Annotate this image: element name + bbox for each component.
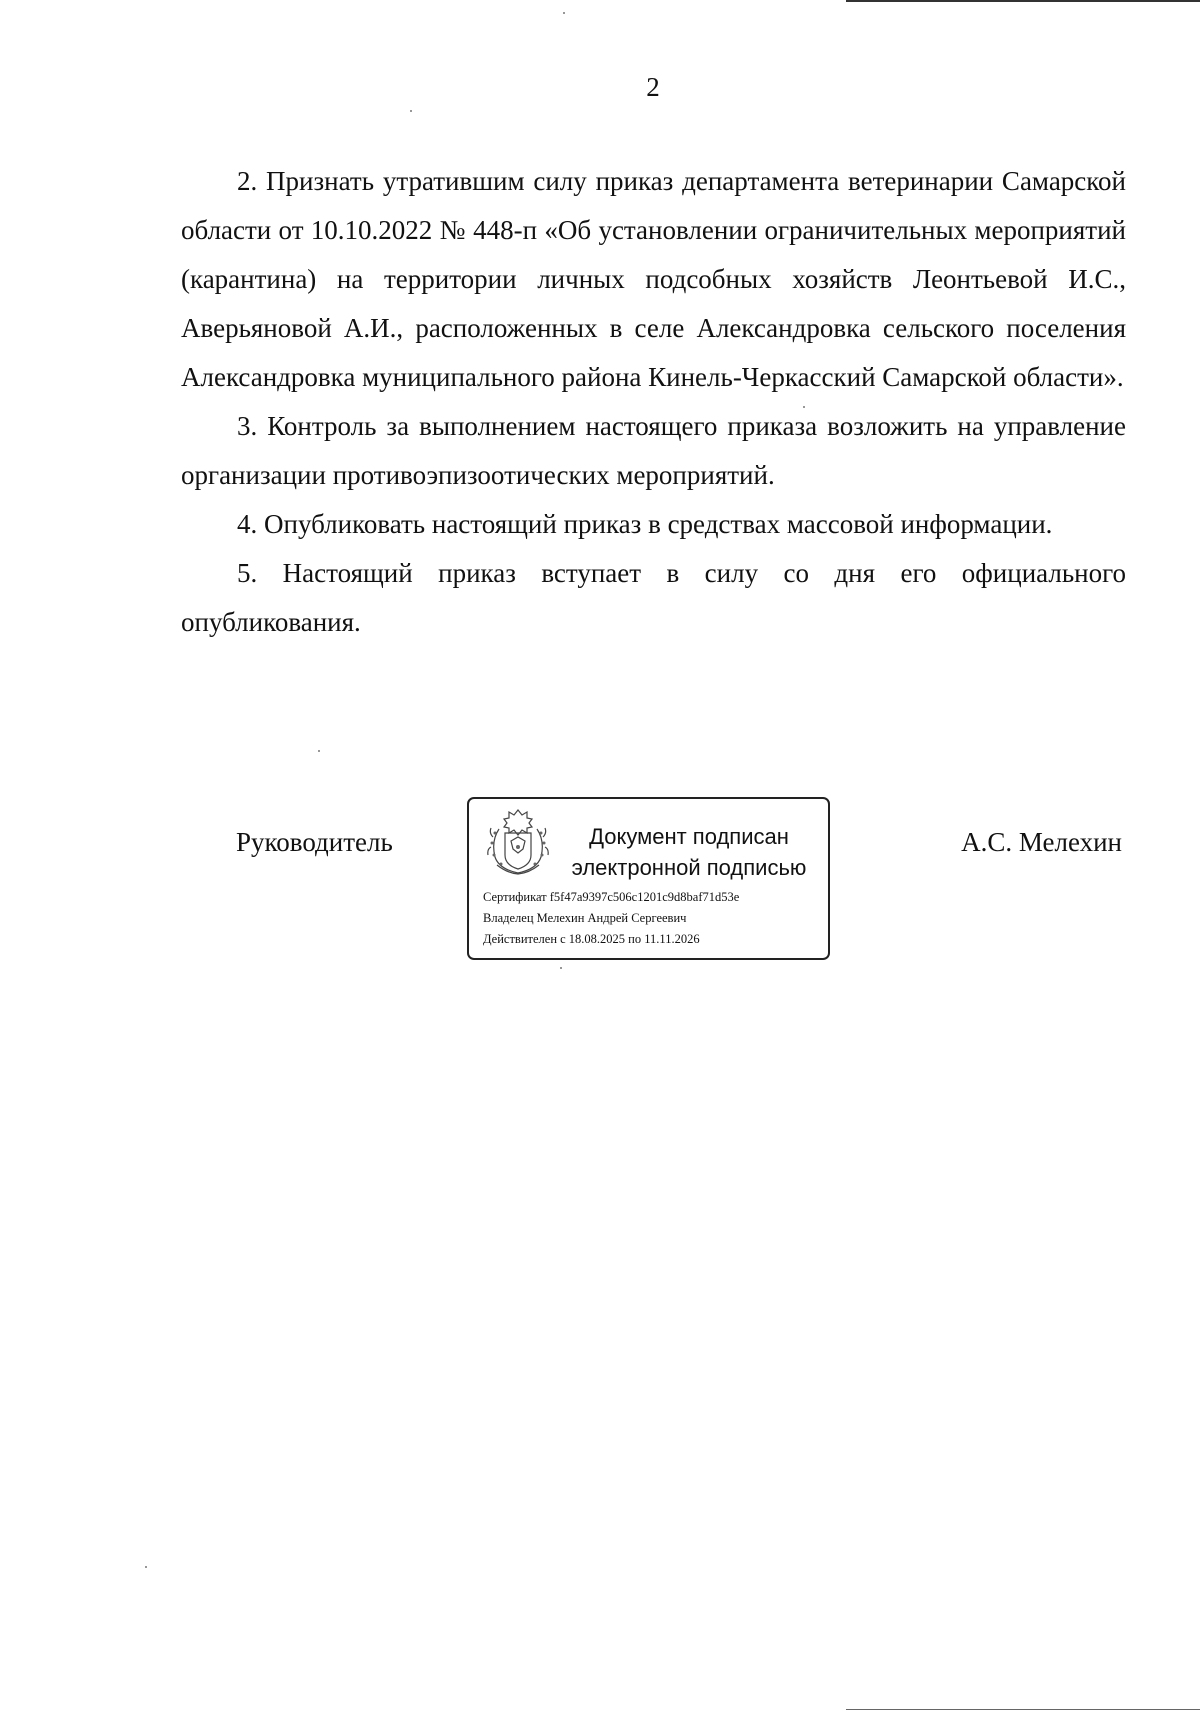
paragraph-5: 5. Настоящий приказ вступает в силу со дня его официального опубликования. [181,558,1126,637]
signature-block [0,797,1200,962]
electronic-signature-stamp [467,797,830,960]
paragraph-3: 3. Контроль за выполнением настоящего приказа возложить на управление организации противоэпизоотических мероприятий. [181,411,1126,490]
scan-speck [563,12,565,14]
scan-speck [560,967,562,969]
document-body [181,157,1126,647]
esign-validity: Действителен с 18.08.2025 по 11.11.2026 [483,932,700,946]
samara-coat-of-arms-icon [485,807,551,877]
esign-title-line-1: Документ подписан [589,824,789,849]
signer-position: Руководитель [236,827,393,857]
esign-title [564,821,814,883]
page-number: 2 [646,72,660,102]
esign-owner: Владелец Мелехин Андрей Сергеевич [483,911,687,925]
scan-speck [145,1566,147,1568]
scan-speck [318,750,320,752]
esign-certificate: Сертификат f5f47a9397c506c1201c9d8baf71d53e [483,890,740,904]
paragraph-4: 4. Опубликовать настоящий приказ в средствах массовой информации. [237,509,1053,539]
paragraph-2: 2. Признать утратившим силу приказ департамента ветеринарии Самарской области от 10.10.2022 № 448-п «Об установлении ограничительных мероприятий (карантина) на территории личных подсобных хозяйств Леонтьевой И.С., Аверьяновой А.И., расположенных в селе Александровка сельского поселения Александровка муниципального района Кинель-Черкасский Самарской области». [181,166,1126,392]
signer-name: А.С. Мелехин [961,827,1122,857]
scan-speck [410,110,412,112]
scan-edge-line [846,0,1200,2]
scan-speck [803,406,805,408]
esign-details [483,887,739,950]
scan-edge-line [846,1709,1200,1710]
esign-title-line-2: электронной подписью [571,855,807,880]
